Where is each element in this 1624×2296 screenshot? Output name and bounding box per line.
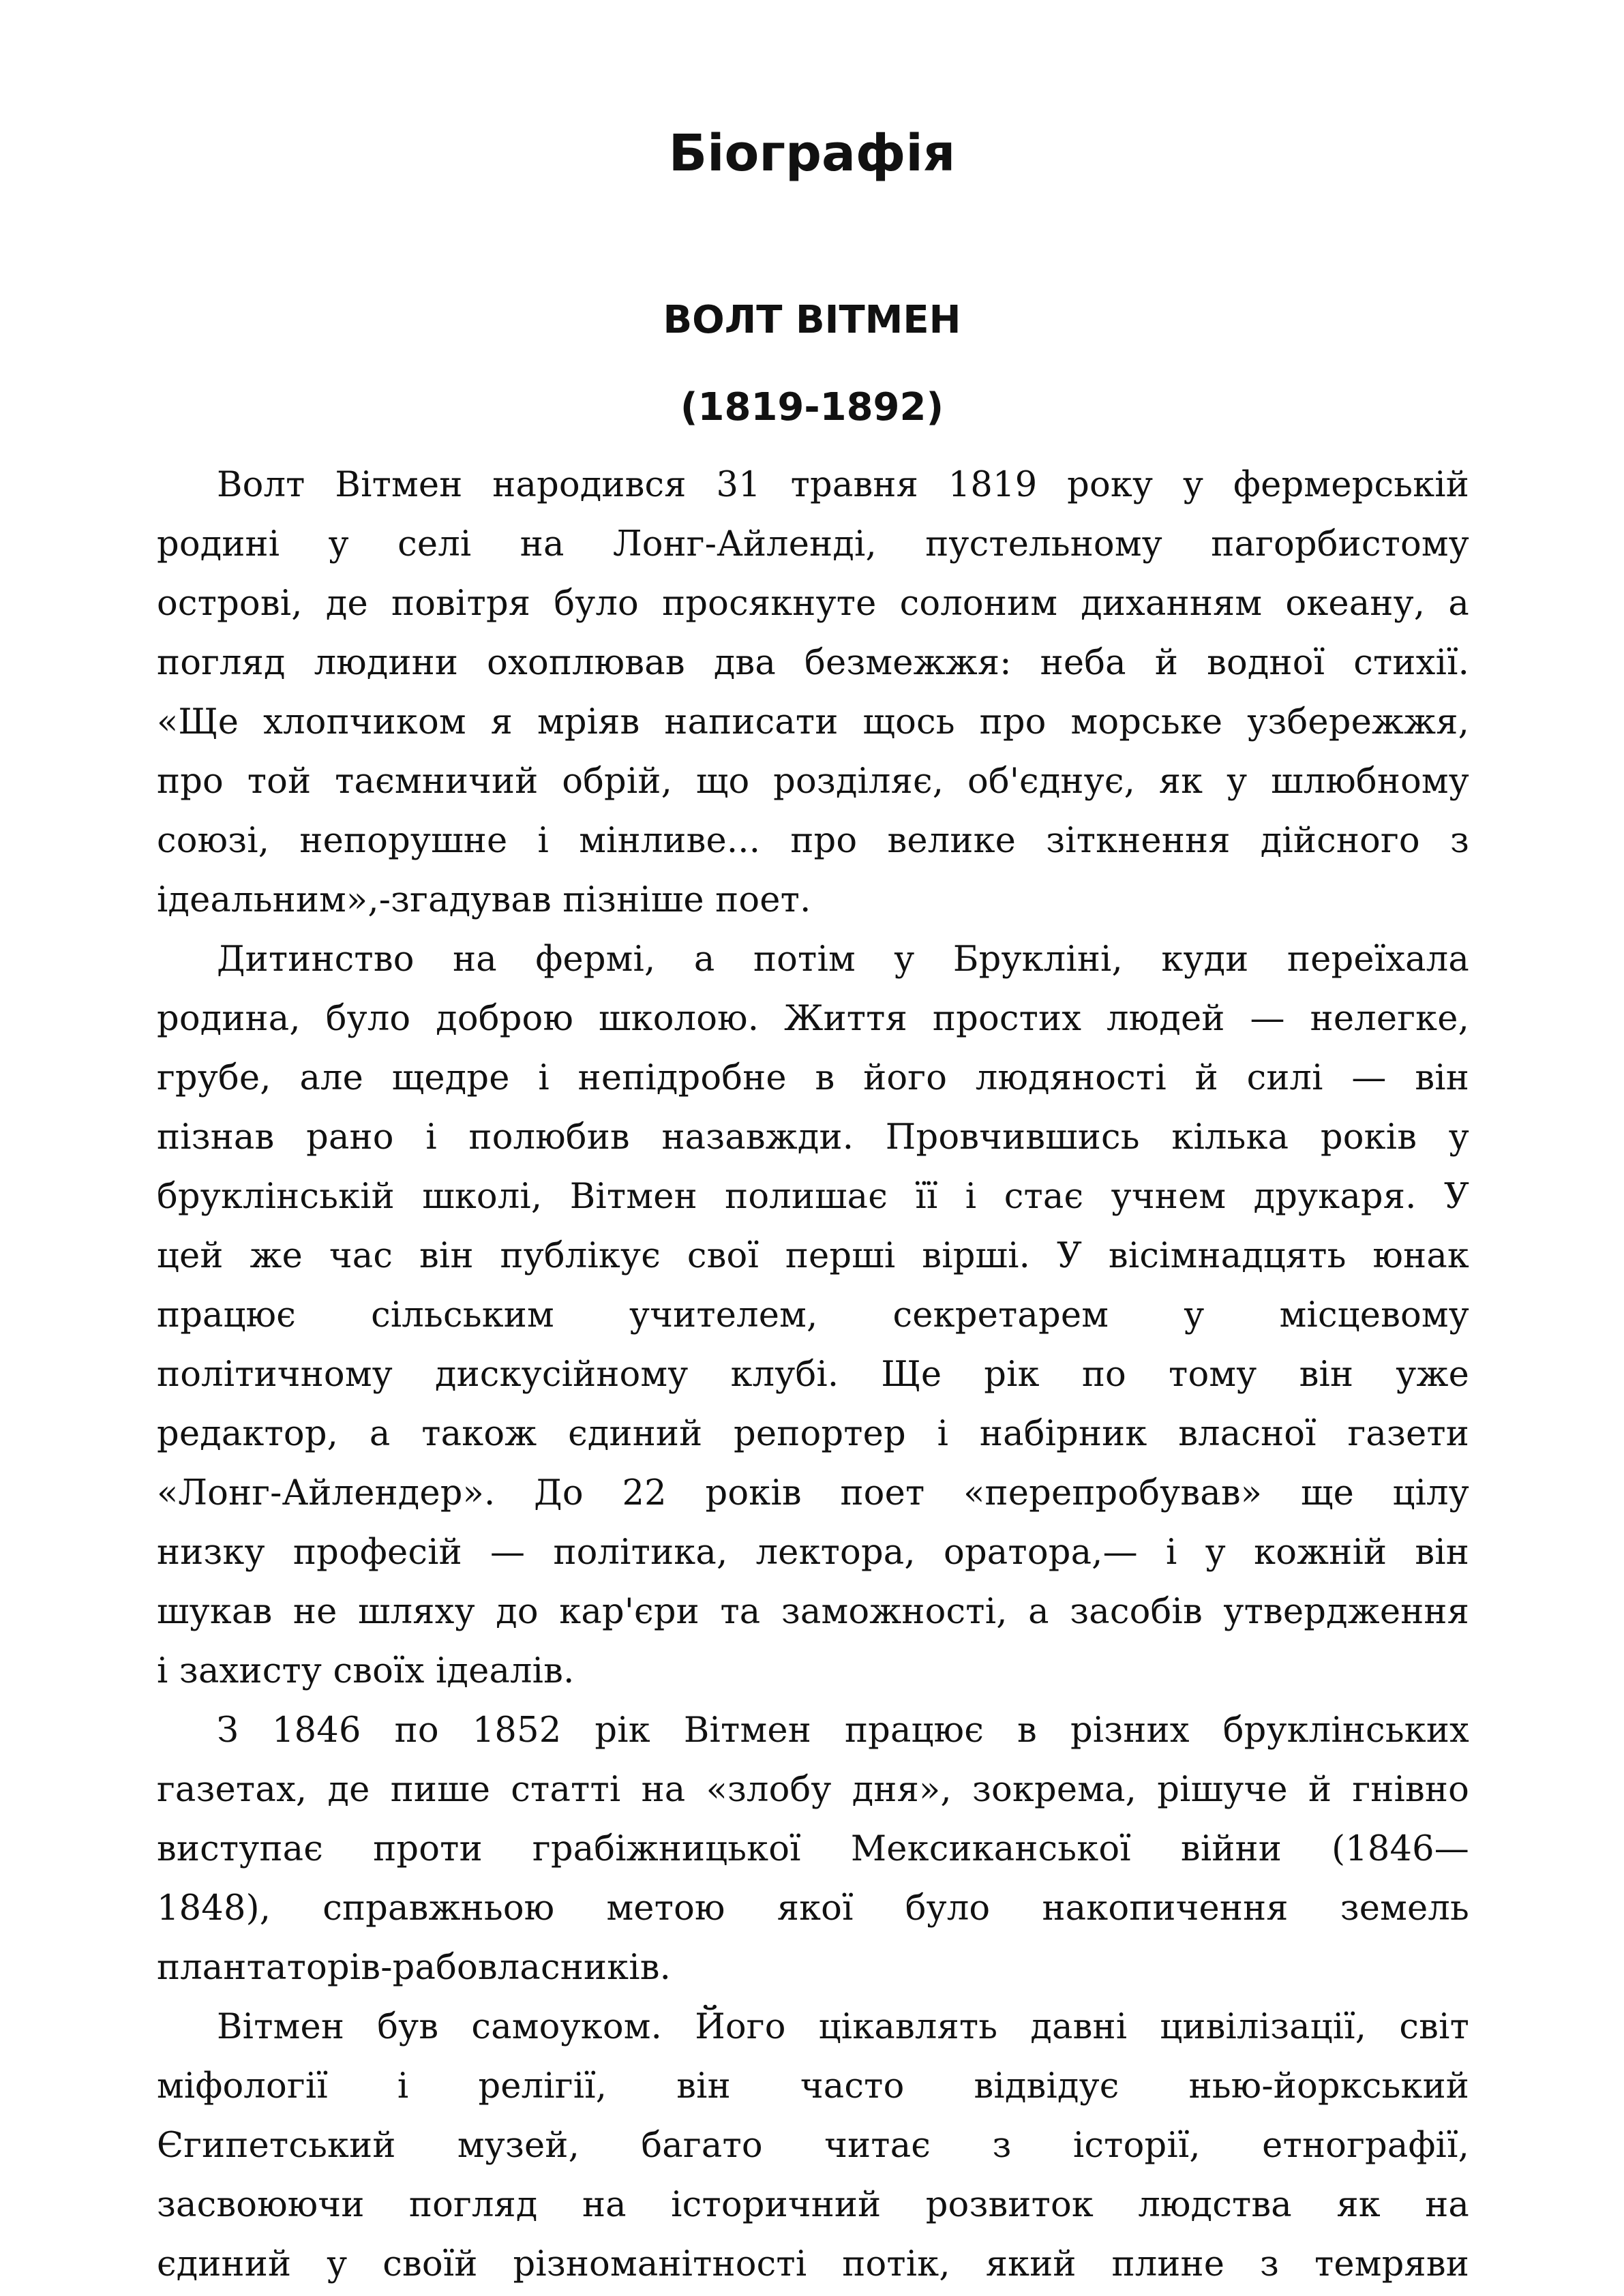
text-line: Вітмен був самоуком. Його цікавлять давні цивілізації, світ — [217, 2007, 1469, 2047]
text-line: ідеальним»,-згадував пізніше поет. — [157, 880, 811, 920]
text-line: «Ще хлопчиком я мріяв написати щось про морське узбережжя, — [157, 702, 1469, 742]
paragraph-1 — [157, 455, 1469, 930]
text-line: грубе, але щедре і непідробне в його людяності й силі — він — [157, 1058, 1469, 1098]
text-line: Дитинство на фермі, а потім у Брукліні, куди переїхала — [217, 939, 1469, 980]
text-line: Волт Вітмен народився 31 травня 1819 року у фермерській — [217, 465, 1469, 505]
text-line: шукав не шляху до кар'єри та заможності, а засобів утвердження — [157, 1592, 1469, 1632]
text-line: міфології і релігії, він часто відвідує нью-йоркський — [157, 2066, 1469, 2106]
text-line: цей же час він публікує свої перші вірші. У вісімнадцять юнак — [157, 1236, 1469, 1276]
text-line: працює сільським учителем, секретарем у місцевому — [157, 1295, 1469, 1335]
text-line: Єгипетський музей, багато читає з історії, етнографії, — [157, 2126, 1469, 2166]
text-line: виступає проти грабіжницької Мексиканської війни (1846— — [157, 1829, 1469, 1869]
text-line: острові, де повітря було просякнуте солоним диханням океану, а — [157, 584, 1469, 624]
text-line: низку професій — політика, лектора, оратора,— і у кожній він — [157, 1532, 1469, 1573]
paragraph-4 — [157, 1997, 1469, 2294]
text-line: бруклінській школі, Вітмен полишає її і стає учнем друкаря. У — [157, 1177, 1469, 1217]
text-line: плантаторів-рабовласників. — [157, 1948, 672, 1988]
author-years: (1819-1892) — [680, 385, 944, 429]
text-line: родина, було доброю школою. Життя простих людей — нелегке, — [157, 999, 1469, 1039]
text-line: 1848), справжньою метою якої було накопичення земель — [157, 1888, 1469, 1929]
paragraph-3 — [157, 1701, 1469, 1997]
paragraph-2 — [157, 930, 1469, 1701]
author-name: ВОЛТ ВІТМЕН — [663, 298, 961, 342]
text-line: єдиний у своїй різноманітності потік, який плине з темряви — [157, 2244, 1469, 2284]
text-line: газетах, де пише статті на «злобу дня», зокрема, рішуче й гнівно — [157, 1770, 1469, 1810]
text-line: про той таємничий обрій, що розділяє, об'єднує, як у шлюбному — [157, 761, 1469, 802]
text-line: З 1846 по 1852 рік Вітмен працює в різних бруклінських — [217, 1710, 1469, 1751]
text-line: «Лонг-Айлендер». До 22 років поет «перепробував» ще цілу — [157, 1473, 1469, 1513]
text-line: погляд людини охоплював два безмежжя: неба й водної стихії. — [157, 643, 1469, 683]
biography-text — [157, 455, 1469, 2294]
text-line: і захисту своїх ідеалів. — [157, 1651, 575, 1691]
text-line: союзі, непорушне і мінливе... про велике зіткнення дійсного з — [157, 821, 1469, 861]
text-line: редактор, а також єдиний репортер і набірник власної газети — [157, 1414, 1469, 1454]
text-line: засвоюючи погляд на історичний розвиток людства як на — [157, 2185, 1469, 2225]
text-line: політичному дискусійному клубі. Ще рік по тому він уже — [157, 1355, 1469, 1395]
text-line: пізнав рано і полюбив назавжди. Провчившись кілька років у — [157, 1117, 1469, 1158]
text-line: родині у селі на Лонг-Айленді, пустельному пагорбистому — [157, 524, 1469, 564]
page-title: Біографія — [668, 124, 956, 183]
